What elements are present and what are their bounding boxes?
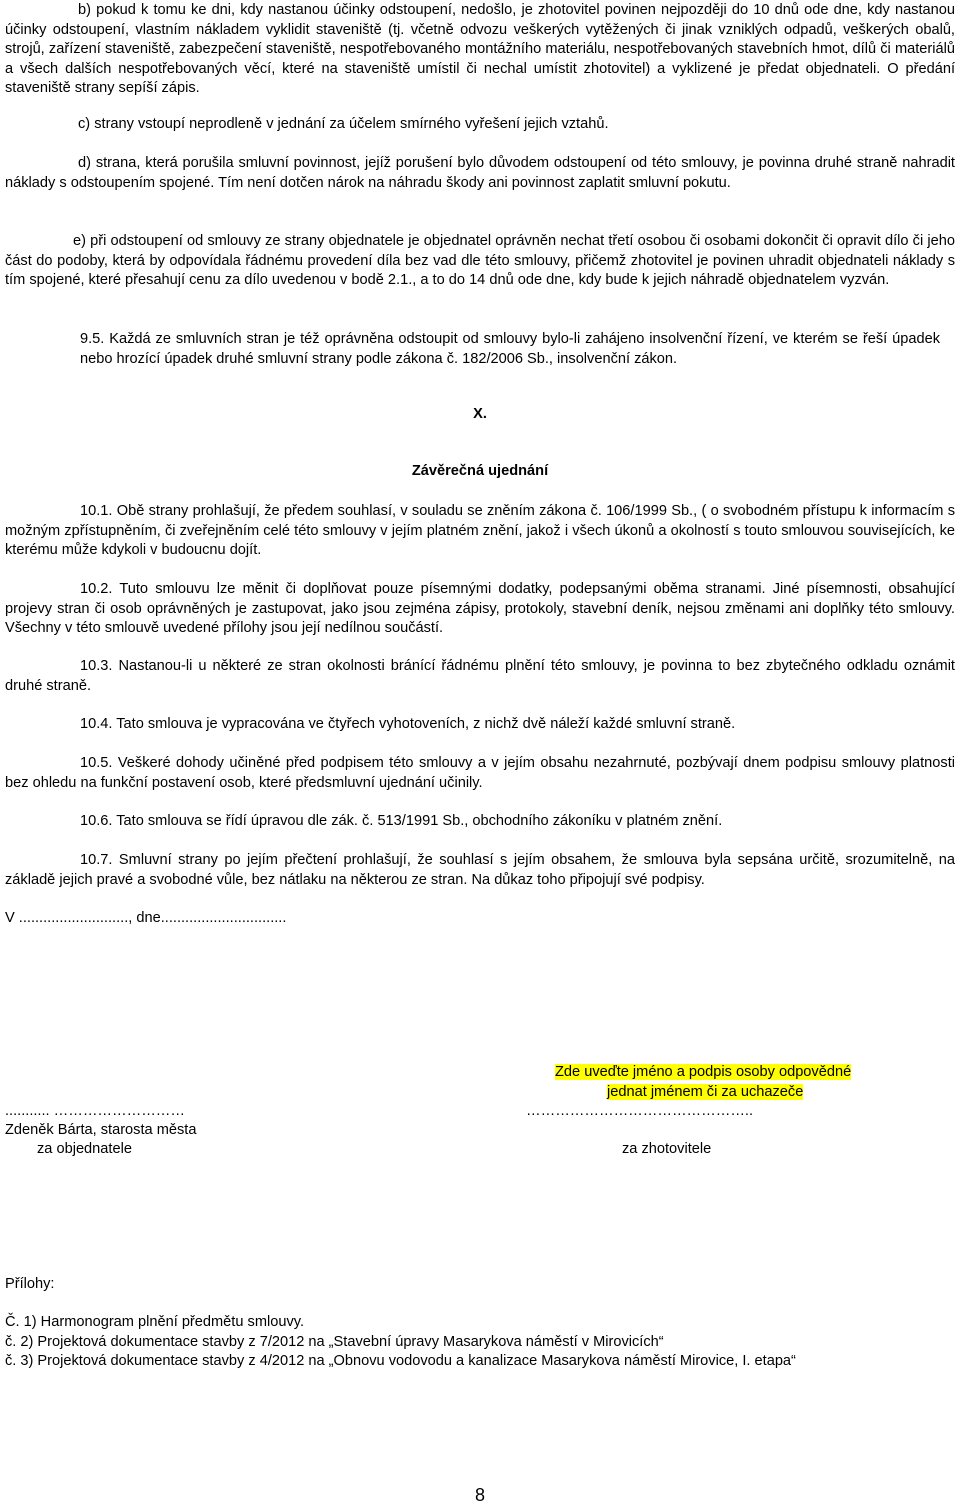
right-signatory-role: za zhotovitele: [622, 1141, 712, 1157]
paragraph-b: b) pokud k tomu ke dni, kdy nastanou účinky odstoupení, nedošlo, je zhotovitel povinen nejpozději do 10 dnů ode dne, kdy nastanou účinky odstoupení, vlastním nákladem vyklidit staveniště (tj. včetně odvozu veškerých vytěžených či jinak vzniklých odpadů, veškerých obalů, strojů, zařízení staveniště, zabezpečení staveniště, nespotřebovaného montážního materiálu, nespotřebovaných stavebních hmot, dílů či materiálů a všech dalších nespotřebovaných věcí, které na staveniště umístil či nechal umístit zhotovitel) a vyklizené je předat objednateli. O předání staveniště strany sepíší zápis.: [5, 2, 955, 96]
signature-note-line-2: jednat jménem či za uchazeče: [607, 1083, 804, 1100]
clause-9-5: 9.5. Každá ze smluvních stran je též oprávněna odstoupit od smlouvy bylo-li zahájeno insolvenční řízení, ve kterém se řeší úpadek nebo hrozící úpadek druhé smluvní strany podle zákona č. 182/2006 Sb., insolvenční zákon.: [80, 331, 940, 367]
clause-10-5: 10.5. Veškeré dohody učiněné před podpisem této smlouvy a v jejím obsahu nezahrnuté, pozbývají dnem podpisu smlouvy platnosti bez ohledu na funkční postavení osob, které předsmluvní ujednání učinily.: [5, 755, 955, 791]
right-signature-line: ………………………………………..: [526, 1103, 754, 1119]
paragraph-d: d) strana, která porušila smluvní povinnost, jejíž porušení bylo důvodem odstoupení od této smlouvy, je povinna druhé straně nahradit náklady s odstoupením spojené. Tím není dotčen nárok na náhradu škody ani povinnost zaplatit smluvní pokutu.: [5, 155, 955, 191]
paragraph-c: c) strany vstoupí neprodleně v jednání za účelem smírného vyřešení jejich vztahů.: [78, 116, 609, 132]
signature-note: [555, 1063, 900, 1102]
paragraph-e: e) při odstoupení od smlouvy ze strany objednatele je objednatel oprávněn nechat třetí osobou či osobami dokončit či opravit dílo či jeho část do podoby, která by odpovídala řádnému provedení díla bez vad dle této smlouvy, přičemž zhotovitel je povinen uhradit objednateli náklady s tím spojené, které přesahují cenu za dílo uvedenou v bodě 2.1., a to do 14 dnů ode dne, kdy bude k jejich náhradě objednatelem vyzván.: [5, 233, 955, 288]
left-signatory-name: Zdeněk Bárta, starosta města: [5, 1122, 197, 1138]
section-number: X.: [473, 406, 487, 422]
clause-10-4: 10.4. Tato smlouva je vypracována ve čtyřech vyhotoveních, z nichž dvě náleží každé smluvní straně.: [80, 716, 736, 732]
page-number: 8: [474, 1485, 485, 1505]
attachment-item: Č. 1) Harmonogram plnění předmětu smlouvy.: [5, 1314, 305, 1330]
place-date-line: V ..........................., dne...............................: [5, 910, 287, 926]
section-title: Závěrečná ujednání: [411, 463, 549, 479]
clause-10-3: 10.3. Nastanou-li u některé ze stran okolnosti bránící řádnému plnění této smlouvy, je povinna to bez zbytečného odkladu oznámit druhé straně.: [5, 658, 955, 694]
clause-10-2: 10.2. Tuto smlouvu lze měnit či doplňovat pouze písemnými dodatky, podepsanými oběma stranami. Jiné písemnosti, obsahující projevy stran či osob oprávněných je zastupovat, jako jsou zejména zápisy, protokoly, stavební deník, nejsou změnami ani doplňky této smlouvy. Všechny v této smlouvě uvedené přílohy jsou její nedílnou součástí.: [5, 581, 955, 636]
attachment-item: č. 3) Projektová dokumentace stavby z 4/2012 na „Obnovu vodovodu a kanalizace Masarykova náměstí Mirovice, I. etapa“: [5, 1353, 796, 1369]
attachments-heading: Přílohy:: [5, 1276, 55, 1292]
left-signature-line: ........... ………………………: [5, 1103, 185, 1119]
clause-10-6: 10.6. Tato smlouva se řídí úpravou dle zák. č. 513/1991 Sb., obchodního zákoníku v platném znění.: [80, 813, 723, 829]
clause-10-7: 10.7. Smluvní strany po jejím přečtení prohlašují, že souhlasí s jejím obsahem, že smlouva byla sepsána určitě, srozumitelně, na základě jejich pravé a svobodné vůle, bez nátlaku na některou ze stran. Na důkaz toho připojují své podpisy.: [5, 852, 955, 888]
clause-10-1: 10.1. Obě strany prohlašují, že předem souhlasí, v souladu se zněním zákona č. 106/1999 Sb., ( o svobodném přístupu k informacím s možným zpřístupněním, či zveřejněním celé této smlouvy v jejím platném znění, jakož i všech úkonů a okolností s touto smlouvou souvisejících, ke kterému může kdykoli v budoucnu dojít.: [5, 503, 955, 558]
attachment-item: č. 2) Projektová dokumentace stavby z 7/2012 na „Stavební úpravy Masarykova náměstí v Mirovicích“: [5, 1334, 664, 1350]
left-signatory-role: za objednatele: [37, 1141, 132, 1157]
signature-note-line-1: Zde uveďte jméno a podpis osoby odpovědné: [555, 1064, 852, 1080]
